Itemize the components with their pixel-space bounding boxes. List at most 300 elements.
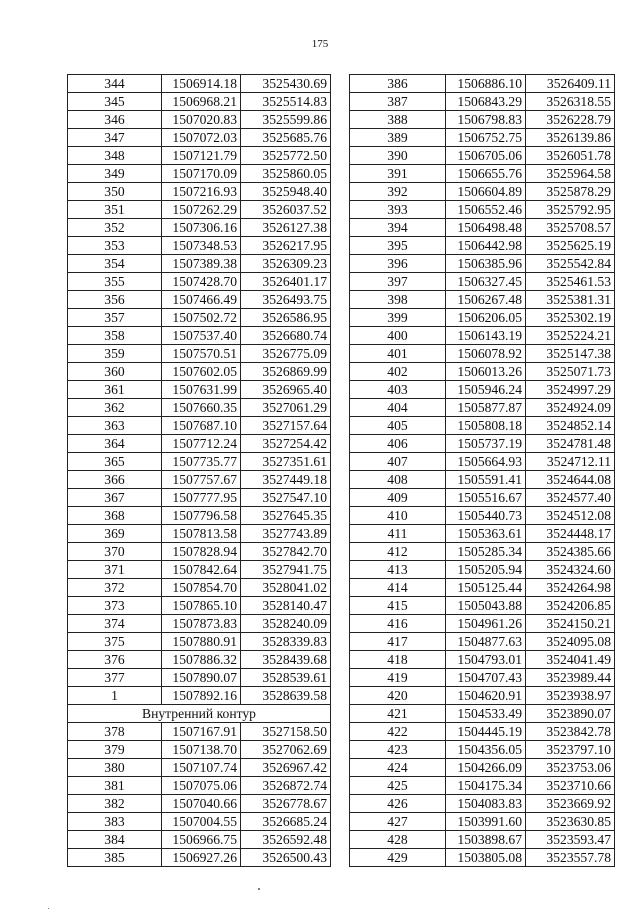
point-number-cell: 355	[68, 273, 162, 291]
point-number-cell: 410	[350, 507, 446, 525]
coordinate-y-cell: 3527062.69	[241, 741, 331, 759]
point-number-cell: 367	[68, 489, 162, 507]
coordinate-x-cell: 1503805.08	[446, 849, 526, 867]
point-number-cell: 371	[68, 561, 162, 579]
table-row	[350, 75, 615, 93]
coordinate-y-cell: 3524512.08	[526, 507, 615, 525]
coordinate-y-cell: 3527743.89	[241, 525, 331, 543]
scan-speck	[258, 888, 260, 890]
table-row	[350, 777, 615, 795]
coordinate-x-cell: 1506966.75	[162, 831, 241, 849]
coordinate-x-cell: 1507842.64	[162, 561, 241, 579]
point-number-cell: 350	[68, 183, 162, 201]
coordinate-y-cell: 3523710.66	[526, 777, 615, 795]
point-number-cell: 415	[350, 597, 446, 615]
coordinate-x-cell: 1507813.58	[162, 525, 241, 543]
coordinate-y-cell: 3524150.21	[526, 615, 615, 633]
coordinate-x-cell: 1504877.63	[446, 633, 526, 651]
point-number-cell: 358	[68, 327, 162, 345]
point-number-cell: 416	[350, 615, 446, 633]
coordinate-y-cell: 3524852.14	[526, 417, 615, 435]
coordinate-y-cell: 3524712.11	[526, 453, 615, 471]
coordinate-y-cell: 3526409.11	[526, 75, 615, 93]
coordinate-x-cell: 1507004.55	[162, 813, 241, 831]
coordinate-x-cell: 1503898.67	[446, 831, 526, 849]
coordinate-y-cell: 3525514.83	[241, 93, 331, 111]
table-row	[68, 291, 331, 309]
point-number-cell: 388	[350, 111, 446, 129]
table-row	[350, 273, 615, 291]
coordinate-y-cell: 3525708.57	[526, 219, 615, 237]
point-number-cell: 377	[68, 669, 162, 687]
coordinate-y-cell: 3523593.47	[526, 831, 615, 849]
coordinate-y-cell: 3528041.02	[241, 579, 331, 597]
coordinate-x-cell: 1507602.05	[162, 363, 241, 381]
point-number-cell: 380	[68, 759, 162, 777]
point-number-cell: 347	[68, 129, 162, 147]
table-row	[350, 183, 615, 201]
coordinate-y-cell: 3524324.60	[526, 561, 615, 579]
table-row	[68, 561, 331, 579]
table-row	[68, 723, 331, 741]
coordinate-x-cell: 1504175.34	[446, 777, 526, 795]
coordinate-y-cell: 3528140.47	[241, 597, 331, 615]
coordinate-y-cell: 3526965.40	[241, 381, 331, 399]
coordinate-x-cell: 1506752.75	[446, 129, 526, 147]
coordinate-y-cell: 3526493.75	[241, 291, 331, 309]
table-row	[68, 615, 331, 633]
coordinate-y-cell: 3528639.58	[241, 687, 331, 705]
table-row	[68, 813, 331, 831]
coordinate-y-cell: 3524385.66	[526, 543, 615, 561]
table-row	[68, 75, 331, 93]
coordinate-y-cell: 3526139.86	[526, 129, 615, 147]
coordinate-x-cell: 1504356.05	[446, 741, 526, 759]
table-row	[68, 633, 331, 651]
point-number-cell: 365	[68, 453, 162, 471]
coordinate-y-cell: 3526778.67	[241, 795, 331, 813]
coordinate-x-cell: 1507020.83	[162, 111, 241, 129]
coordinate-y-cell: 3523842.78	[526, 723, 615, 741]
point-number-cell: 417	[350, 633, 446, 651]
coordinate-y-cell: 3526127.38	[241, 219, 331, 237]
coordinate-x-cell: 1505125.44	[446, 579, 526, 597]
point-number-cell: 374	[68, 615, 162, 633]
coordinate-x-cell: 1506206.05	[446, 309, 526, 327]
point-number-cell: 412	[350, 543, 446, 561]
coordinates-table-left-body	[68, 75, 331, 867]
coordinate-y-cell: 3527842.70	[241, 543, 331, 561]
coordinate-y-cell: 3528339.83	[241, 633, 331, 651]
point-number-cell: 404	[350, 399, 446, 417]
point-number-cell: 395	[350, 237, 446, 255]
point-number-cell: 424	[350, 759, 446, 777]
point-number-cell: 363	[68, 417, 162, 435]
point-number-cell: 387	[350, 93, 446, 111]
coordinate-x-cell: 1505664.93	[446, 453, 526, 471]
point-number-cell: 389	[350, 129, 446, 147]
coordinate-x-cell: 1507306.16	[162, 219, 241, 237]
point-number-cell: 368	[68, 507, 162, 525]
coordinate-y-cell: 3525625.19	[526, 237, 615, 255]
table-row	[350, 93, 615, 111]
point-number-cell: 353	[68, 237, 162, 255]
table-row	[68, 129, 331, 147]
coordinate-y-cell: 3527157.64	[241, 417, 331, 435]
table-row	[350, 525, 615, 543]
point-number-cell: 344	[68, 75, 162, 93]
coordinate-x-cell: 1507170.09	[162, 165, 241, 183]
point-number-cell: 394	[350, 219, 446, 237]
point-number-cell: 370	[68, 543, 162, 561]
table-row	[350, 453, 615, 471]
coordinate-x-cell: 1504533.49	[446, 705, 526, 723]
point-number-cell: 418	[350, 651, 446, 669]
section-row	[68, 705, 331, 723]
table-row	[350, 723, 615, 741]
table-row	[68, 687, 331, 705]
coordinate-x-cell: 1504707.43	[446, 669, 526, 687]
point-number-cell: 411	[350, 525, 446, 543]
table-row	[68, 327, 331, 345]
coordinate-x-cell: 1507537.40	[162, 327, 241, 345]
coordinate-y-cell: 3525302.19	[526, 309, 615, 327]
coordinates-table-left	[67, 74, 331, 867]
coordinate-x-cell: 1503991.60	[446, 813, 526, 831]
coordinate-x-cell: 1507712.24	[162, 435, 241, 453]
page-number: 175	[311, 38, 329, 50]
coordinate-x-cell: 1507890.07	[162, 669, 241, 687]
point-number-cell: 409	[350, 489, 446, 507]
table-row	[68, 453, 331, 471]
coordinate-x-cell: 1506914.18	[162, 75, 241, 93]
coordinate-x-cell: 1505591.41	[446, 471, 526, 489]
point-number-cell: 345	[68, 93, 162, 111]
point-number-cell: 401	[350, 345, 446, 363]
table-row	[350, 795, 615, 813]
table-row	[68, 435, 331, 453]
coordinate-x-cell: 1506886.10	[446, 75, 526, 93]
coordinate-y-cell: 3525860.05	[241, 165, 331, 183]
coordinate-x-cell: 1506705.06	[446, 147, 526, 165]
table-row	[68, 579, 331, 597]
coordinate-y-cell: 3526586.95	[241, 309, 331, 327]
point-number-cell: 376	[68, 651, 162, 669]
table-row	[350, 489, 615, 507]
coordinates-table-right-body	[350, 75, 615, 867]
point-number-cell: 421	[350, 705, 446, 723]
point-number-cell: 1	[68, 687, 162, 705]
table-row	[350, 219, 615, 237]
table-row	[350, 687, 615, 705]
coordinate-y-cell: 3527449.18	[241, 471, 331, 489]
coordinate-x-cell: 1507428.70	[162, 273, 241, 291]
inner-contour-heading: Внутренний контур	[68, 705, 331, 723]
coordinate-y-cell: 3524781.48	[526, 435, 615, 453]
point-number-cell: 405	[350, 417, 446, 435]
point-number-cell: 429	[350, 849, 446, 867]
coordinate-x-cell: 1507121.79	[162, 147, 241, 165]
coordinate-y-cell: 3526967.42	[241, 759, 331, 777]
coordinate-y-cell: 3527351.61	[241, 453, 331, 471]
table-row	[68, 147, 331, 165]
coordinate-y-cell: 3525685.76	[241, 129, 331, 147]
coordinate-y-cell: 3525599.86	[241, 111, 331, 129]
coordinate-x-cell: 1507570.51	[162, 345, 241, 363]
table-row	[68, 219, 331, 237]
coordinate-x-cell: 1507854.70	[162, 579, 241, 597]
coordinate-y-cell: 3526309.23	[241, 255, 331, 273]
coordinate-x-cell: 1507892.16	[162, 687, 241, 705]
table-row	[350, 651, 615, 669]
point-number-cell: 346	[68, 111, 162, 129]
coordinate-x-cell: 1507167.91	[162, 723, 241, 741]
point-number-cell: 354	[68, 255, 162, 273]
coordinate-y-cell: 3525461.53	[526, 273, 615, 291]
coordinate-y-cell: 3526318.55	[526, 93, 615, 111]
point-number-cell: 356	[68, 291, 162, 309]
coordinate-y-cell: 3524924.09	[526, 399, 615, 417]
coordinate-x-cell: 1505946.24	[446, 381, 526, 399]
coordinate-x-cell: 1507796.58	[162, 507, 241, 525]
coordinate-x-cell: 1504083.83	[446, 795, 526, 813]
table-row	[350, 507, 615, 525]
coordinate-y-cell: 3524644.08	[526, 471, 615, 489]
point-number-cell: 402	[350, 363, 446, 381]
coordinate-y-cell: 3526680.74	[241, 327, 331, 345]
table-row	[68, 651, 331, 669]
table-row	[350, 471, 615, 489]
table-row	[350, 399, 615, 417]
coordinate-x-cell: 1506442.98	[446, 237, 526, 255]
coordinate-y-cell: 3525964.58	[526, 165, 615, 183]
point-number-cell: 392	[350, 183, 446, 201]
table-row	[350, 327, 615, 345]
table-row	[68, 381, 331, 399]
table-row	[68, 273, 331, 291]
point-number-cell: 360	[68, 363, 162, 381]
point-number-cell: 393	[350, 201, 446, 219]
coordinate-x-cell: 1507502.72	[162, 309, 241, 327]
table-row	[68, 759, 331, 777]
coordinate-x-cell: 1507466.49	[162, 291, 241, 309]
coordinate-y-cell: 3524448.17	[526, 525, 615, 543]
table-row	[350, 255, 615, 273]
table-row	[350, 543, 615, 561]
table-row	[68, 489, 331, 507]
coordinate-x-cell: 1504961.26	[446, 615, 526, 633]
table-row	[350, 831, 615, 849]
coordinate-x-cell: 1505808.18	[446, 417, 526, 435]
point-number-cell: 357	[68, 309, 162, 327]
point-number-cell: 425	[350, 777, 446, 795]
coordinate-y-cell: 3526592.48	[241, 831, 331, 849]
coordinate-x-cell: 1507216.93	[162, 183, 241, 201]
table-row	[350, 435, 615, 453]
coordinate-x-cell: 1505877.87	[446, 399, 526, 417]
coordinate-y-cell: 3527941.75	[241, 561, 331, 579]
table-row	[68, 363, 331, 381]
point-number-cell: 390	[350, 147, 446, 165]
coordinate-x-cell: 1506655.76	[446, 165, 526, 183]
table-row	[350, 759, 615, 777]
coordinate-x-cell: 1507138.70	[162, 741, 241, 759]
table-row	[68, 831, 331, 849]
table-row	[68, 507, 331, 525]
coordinate-y-cell: 3526217.95	[241, 237, 331, 255]
coordinate-x-cell: 1506604.89	[446, 183, 526, 201]
coordinate-y-cell: 3525542.84	[526, 255, 615, 273]
table-row	[68, 255, 331, 273]
coordinate-x-cell: 1505440.73	[446, 507, 526, 525]
point-number-cell: 422	[350, 723, 446, 741]
coordinate-y-cell: 3524095.08	[526, 633, 615, 651]
coordinate-x-cell: 1507865.10	[162, 597, 241, 615]
table-row	[68, 309, 331, 327]
coordinate-x-cell: 1507757.67	[162, 471, 241, 489]
coordinate-x-cell: 1507880.91	[162, 633, 241, 651]
table-row	[68, 597, 331, 615]
point-number-cell: 383	[68, 813, 162, 831]
coordinate-x-cell: 1507040.66	[162, 795, 241, 813]
coordinate-y-cell: 3527061.29	[241, 399, 331, 417]
coordinate-y-cell: 3523669.92	[526, 795, 615, 813]
coordinate-y-cell: 3523797.10	[526, 741, 615, 759]
table-row	[68, 237, 331, 255]
coordinate-y-cell: 3526401.17	[241, 273, 331, 291]
table-row	[350, 381, 615, 399]
point-number-cell: 369	[68, 525, 162, 543]
point-number-cell: 413	[350, 561, 446, 579]
coordinate-x-cell: 1507828.94	[162, 543, 241, 561]
coordinate-y-cell: 3524577.40	[526, 489, 615, 507]
coordinate-x-cell: 1507389.38	[162, 255, 241, 273]
coordinate-x-cell: 1507072.03	[162, 129, 241, 147]
point-number-cell: 366	[68, 471, 162, 489]
coordinate-y-cell: 3525772.50	[241, 147, 331, 165]
point-number-cell: 423	[350, 741, 446, 759]
coordinate-y-cell: 3528439.68	[241, 651, 331, 669]
coordinate-x-cell: 1505205.94	[446, 561, 526, 579]
table-row	[350, 615, 615, 633]
coordinate-y-cell: 3526869.99	[241, 363, 331, 381]
coordinate-y-cell: 3523630.85	[526, 813, 615, 831]
table-row	[350, 741, 615, 759]
coordinates-table-right	[349, 74, 615, 867]
coordinate-y-cell: 3527547.10	[241, 489, 331, 507]
table-row	[68, 849, 331, 867]
coordinate-y-cell: 3528240.09	[241, 615, 331, 633]
point-number-cell: 414	[350, 579, 446, 597]
point-number-cell: 352	[68, 219, 162, 237]
table-row	[350, 849, 615, 867]
table-row	[350, 237, 615, 255]
point-number-cell: 407	[350, 453, 446, 471]
coordinate-x-cell: 1506552.46	[446, 201, 526, 219]
coordinate-x-cell: 1507735.77	[162, 453, 241, 471]
point-number-cell: 399	[350, 309, 446, 327]
coordinate-x-cell: 1506013.26	[446, 363, 526, 381]
point-number-cell: 373	[68, 597, 162, 615]
table-row	[68, 93, 331, 111]
table-row	[68, 111, 331, 129]
coordinate-y-cell: 3525792.95	[526, 201, 615, 219]
table-row	[350, 633, 615, 651]
coordinate-x-cell: 1507348.53	[162, 237, 241, 255]
point-number-cell: 359	[68, 345, 162, 363]
coordinate-y-cell: 3526051.78	[526, 147, 615, 165]
scan-speck	[48, 908, 49, 909]
coordinate-y-cell: 3525147.38	[526, 345, 615, 363]
point-number-cell: 379	[68, 741, 162, 759]
point-number-cell: 397	[350, 273, 446, 291]
coordinate-x-cell: 1505363.61	[446, 525, 526, 543]
table-row	[68, 201, 331, 219]
coordinate-x-cell: 1506843.29	[446, 93, 526, 111]
coordinate-y-cell: 3525224.21	[526, 327, 615, 345]
table-row	[350, 309, 615, 327]
coordinate-y-cell: 3523938.97	[526, 687, 615, 705]
table-row	[68, 777, 331, 795]
point-number-cell: 385	[68, 849, 162, 867]
table-row	[350, 291, 615, 309]
point-number-cell: 427	[350, 813, 446, 831]
coordinate-x-cell: 1506498.48	[446, 219, 526, 237]
coordinate-y-cell: 3524206.85	[526, 597, 615, 615]
coordinate-y-cell: 3528539.61	[241, 669, 331, 687]
point-number-cell: 372	[68, 579, 162, 597]
coordinate-y-cell: 3527158.50	[241, 723, 331, 741]
coordinate-x-cell: 1505737.19	[446, 435, 526, 453]
table-row	[350, 345, 615, 363]
coordinate-x-cell: 1505043.88	[446, 597, 526, 615]
coordinate-y-cell: 3524997.29	[526, 381, 615, 399]
table-row	[350, 561, 615, 579]
coordinate-y-cell: 3525878.29	[526, 183, 615, 201]
table-row	[68, 741, 331, 759]
coordinate-x-cell: 1506327.45	[446, 273, 526, 291]
table-row	[68, 183, 331, 201]
point-number-cell: 420	[350, 687, 446, 705]
coordinate-y-cell: 3526872.74	[241, 777, 331, 795]
point-number-cell: 391	[350, 165, 446, 183]
coordinate-x-cell: 1504620.91	[446, 687, 526, 705]
table-row	[350, 579, 615, 597]
coordinate-x-cell: 1507660.35	[162, 399, 241, 417]
coordinate-x-cell: 1504793.01	[446, 651, 526, 669]
table-row	[68, 795, 331, 813]
table-row	[350, 111, 615, 129]
coordinate-x-cell: 1507886.32	[162, 651, 241, 669]
table-row	[68, 165, 331, 183]
point-number-cell: 375	[68, 633, 162, 651]
table-row	[350, 597, 615, 615]
coordinate-x-cell: 1506078.92	[446, 345, 526, 363]
coordinate-y-cell: 3523890.07	[526, 705, 615, 723]
table-row	[350, 417, 615, 435]
coordinate-y-cell: 3526775.09	[241, 345, 331, 363]
table-row	[350, 129, 615, 147]
table-row	[68, 669, 331, 687]
coordinate-y-cell: 3524041.49	[526, 651, 615, 669]
point-number-cell: 386	[350, 75, 446, 93]
point-number-cell: 406	[350, 435, 446, 453]
coordinate-x-cell: 1506267.48	[446, 291, 526, 309]
table-row	[68, 525, 331, 543]
point-number-cell: 396	[350, 255, 446, 273]
table-row	[350, 165, 615, 183]
table-row	[68, 471, 331, 489]
